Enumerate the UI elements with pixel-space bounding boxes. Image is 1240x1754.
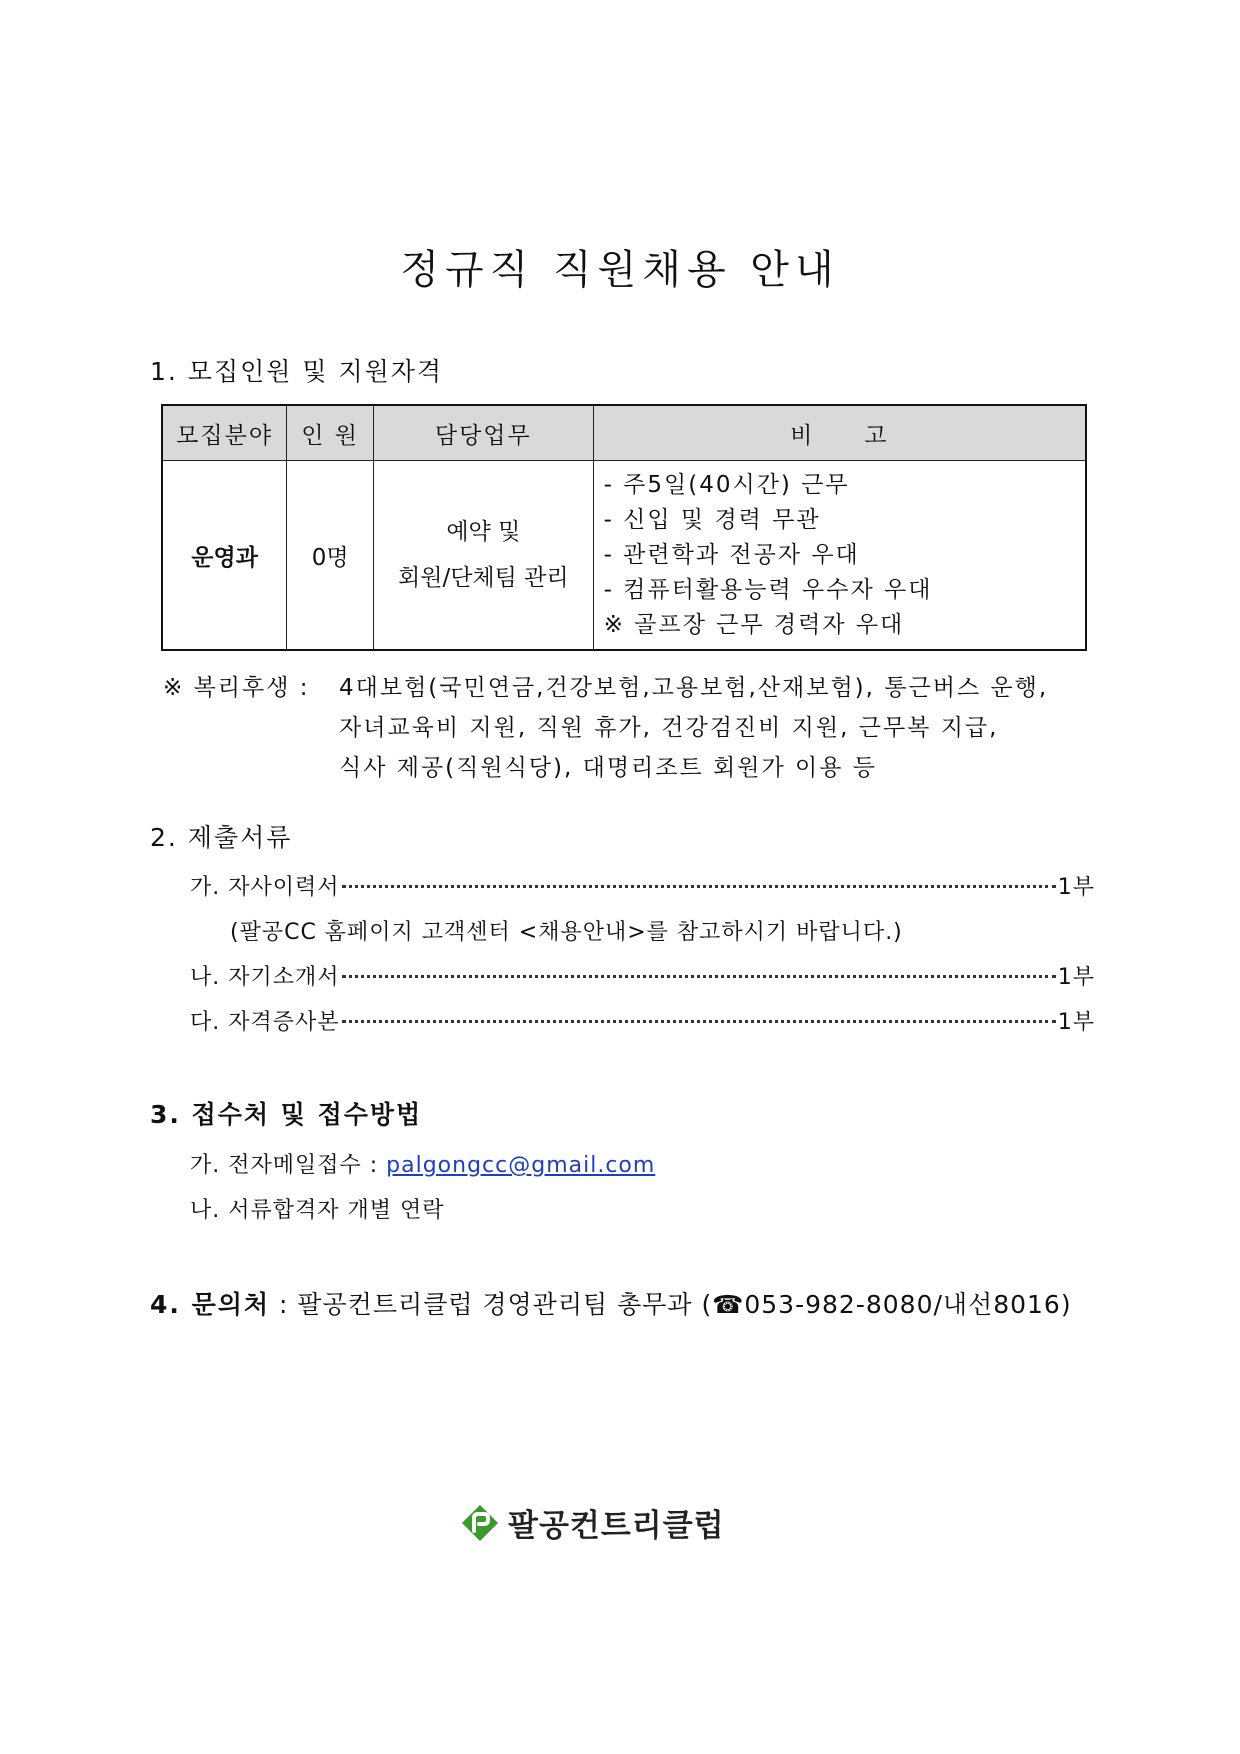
leader-dots [342, 1020, 1056, 1023]
logo-mark-icon [460, 1503, 500, 1543]
inquiry-separator: : [270, 1290, 298, 1319]
inquiry-phone: 053-982-8080/내선8016) [744, 1290, 1072, 1319]
header-duty: 담당업무 [374, 405, 594, 461]
cell-count: 0명 [287, 461, 374, 651]
table-header-row [162, 405, 1086, 461]
benefits-line: 4대보험(국민연금,건강보험,고용보험,산재보험), 통근버스 운행, [339, 675, 1049, 701]
document-label: 나. 자기소개서 [190, 965, 340, 990]
logo-text: 팔공컨트리클럽 [508, 1508, 725, 1544]
email-item [190, 1148, 655, 1179]
document-count: 1부 [1057, 965, 1095, 990]
document-note: (팔공CC 홈페이지 고객센터 <채용안내>를 참고하시기 바랍니다.) [230, 920, 903, 945]
header-dept: 모집분야 [162, 405, 287, 461]
club-logo [460, 1500, 725, 1545]
section-2-heading: 2. 제출서류 [150, 823, 293, 852]
note-line: ※ 골프장 근무 경력자 우대 [603, 611, 905, 638]
document-item [190, 870, 1095, 901]
document-label: 가. 자사이력서 [190, 875, 340, 900]
document-item [190, 1005, 1095, 1036]
section-4-heading: 4. 문의처 [150, 1290, 271, 1319]
document-item [190, 960, 1095, 991]
cell-duty [374, 461, 594, 651]
page-title: 정규직 직원채용 안내 [400, 247, 840, 293]
duty-line: 회원/단체팀 관리 [398, 565, 569, 591]
table-row [162, 461, 1086, 651]
cell-dept: 운영과 [162, 461, 287, 651]
benefits-line: 자녀교육비 지원, 직원 휴가, 건강검진비 지원, 근무복 지급, [339, 715, 999, 741]
cell-notes [593, 461, 1086, 651]
benefits-label: ※ 복리후생 : [163, 675, 310, 701]
document-count: 1부 [1057, 1010, 1095, 1035]
section-3-heading: 3. 접수처 및 접수방법 [150, 1100, 423, 1129]
document-label: 다. 자격증사본 [190, 1010, 340, 1035]
contact-item: 나. 서류합격자 개별 연락 [190, 1198, 445, 1223]
recruitment-table [161, 404, 1087, 651]
inquiry-org: 팔공컨트리클럽 경영관리팀 총무과 ( [297, 1290, 713, 1319]
document-count: 1부 [1057, 875, 1095, 900]
leader-dots [342, 885, 1056, 888]
leader-dots [342, 975, 1056, 978]
inquiry-line [150, 1285, 1072, 1321]
duty-line: 예약 및 [446, 519, 521, 545]
note-line: - 컴퓨터활용능력 우수자 우대 [603, 576, 933, 603]
note-line: - 주5일(40시간) 근무 [603, 471, 850, 498]
note-line: - 신입 및 경력 무관 [603, 506, 821, 533]
header-notes: 비 고 [593, 405, 1086, 461]
benefits-line: 식사 제공(직원식당), 대명리조트 회원가 이용 등 [339, 755, 877, 781]
header-count: 인 원 [287, 405, 374, 461]
email-link[interactable]: palgongcc@gmail.com [386, 1153, 656, 1178]
telephone-icon: ☎ [712, 1290, 745, 1319]
section-1-heading: 1. 모집인원 및 지원자격 [150, 357, 444, 386]
email-label: 가. 전자메일접수 : [190, 1153, 387, 1178]
note-line: - 관련학과 전공자 우대 [603, 541, 860, 568]
